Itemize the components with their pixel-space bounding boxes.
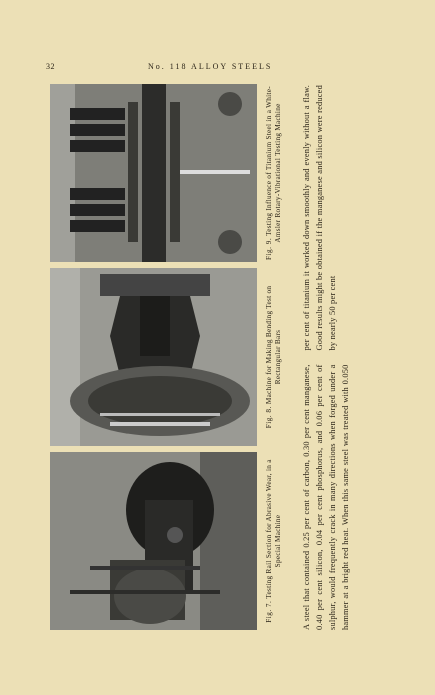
figure-9-photo [50, 84, 257, 262]
figure-9-caption [265, 84, 283, 262]
figure-9 [50, 84, 283, 262]
figure-9-caption-text: Testing Influence of Titanium Steel in a White-Amsler Rotary-Vibrational Testing Machine [265, 86, 282, 243]
page-number: 32 [46, 62, 55, 71]
rotated-content [50, 85, 360, 630]
figure-8-photo [50, 268, 257, 446]
figure-7-photo [50, 452, 257, 630]
figure-8-caption-text: Machine for Making Bending Test on Rectangular Bars [265, 285, 282, 405]
body-paragraph: A steel that contained 0.25 per cent of carbon, 0.30 per cent manganese, 0.40 per cent silicon, 0.04 per cent phosphorus, and 0.06 per cent of sulphur, would frequently crack in many directions when forged under a hammer at a bright red heat. When this same steel was treated with 0.050 per cent of titanium it worked down smoothly and evenly without a flaw. Good results might be obtained if the manganese and silicon were reduced by nearly 50 per cent [302, 85, 350, 630]
running-title: No. 118 ALLOY STEELS [148, 62, 273, 71]
figure-7 [50, 452, 283, 630]
figure-8 [50, 268, 283, 446]
figure-8-number: Fig. 8. [265, 406, 273, 429]
figure-7-caption-text: Testing Rail Section for Abrasive Wear, in a Special Machine [265, 459, 282, 599]
figure-9-number: Fig. 9. [265, 237, 273, 260]
figure-7-caption [265, 452, 283, 630]
figure-8-caption [265, 268, 283, 446]
figure-7-number: Fig. 7. [265, 600, 273, 623]
